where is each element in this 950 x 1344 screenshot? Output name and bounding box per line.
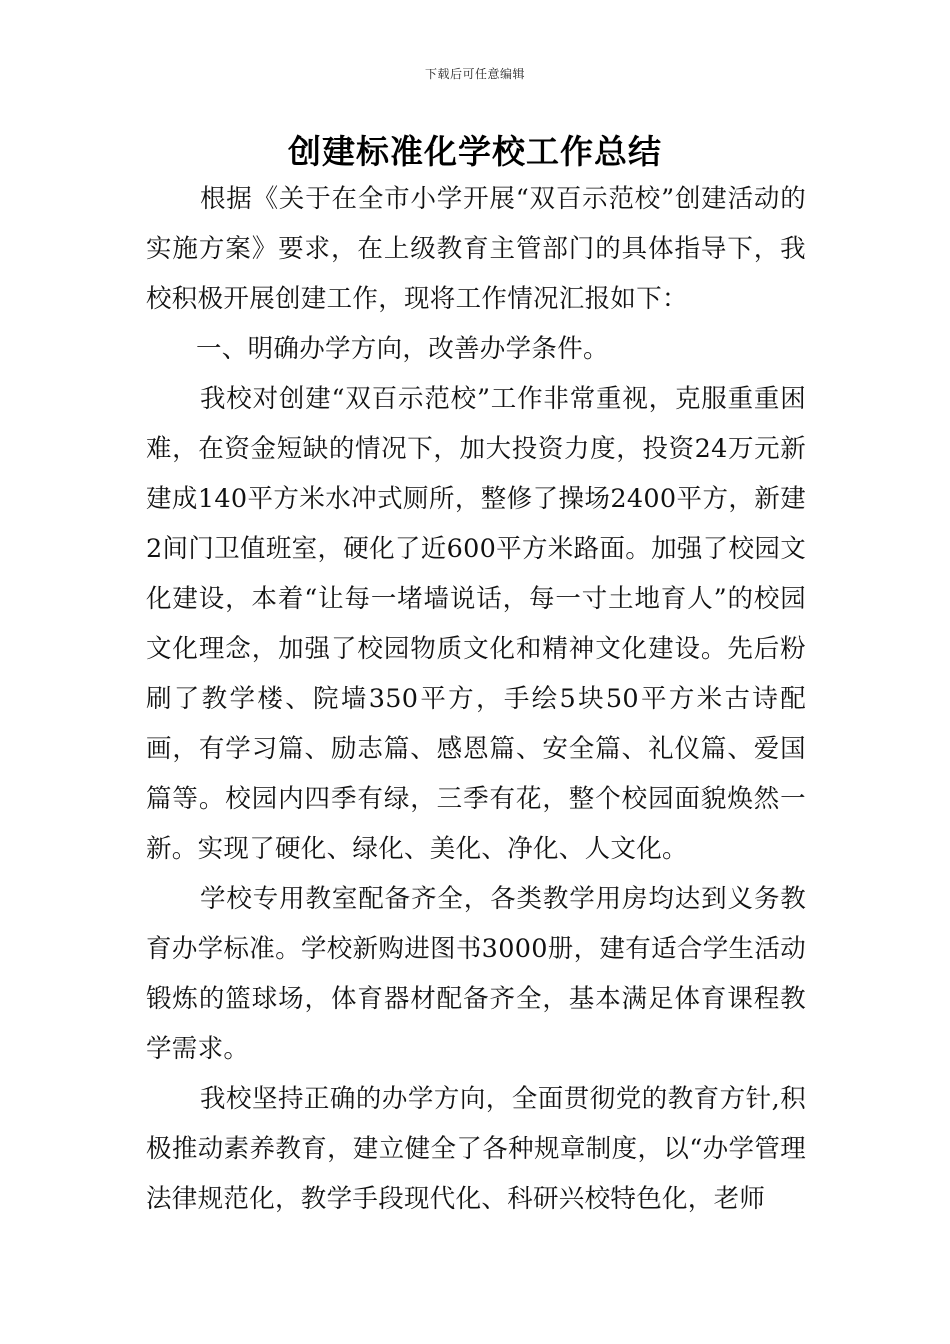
paragraph-intro: 根据《关于在全市小学开展“双百示范校”创建活动的实施方案》要求，在上级教育主管部门的具体指导下，我校积极开展创建工作，现将工作情况汇报如下： [146, 184, 806, 314]
document-body [146, 174, 806, 1224]
paragraph-facilities: 我校对创建“双百示范校”工作非常重视，克服重重困难，在资金短缺的情况下，加大投资力度，投资24万元新建成140平方米水冲式厕所，整修了操场2400平方，新建2间门卫值班室，硬化了近600平方米路面。加强了校园文化建设，本着“让每一堵墙说话，每一寸土地育人”的校园文化理念，加强了校园物质文化和精神文化建设。先后粉刷了教学楼、院墙350平方，手绘5块50平方米古诗配画，有学习篇、励志篇、感恩篇、安全篇、礼仪篇、爱国篇等。校园内四季有绿，三季有花，整个校园面貌焕然一新。实现了硬化、绿化、美化、净化、人文化。 [146, 384, 806, 864]
document-title: 创建标准化学校工作总结 [288, 132, 662, 171]
section-heading-1: 一、明确办学方向，改善办学条件。 [196, 334, 609, 364]
page-header-note: 下载后可任意编辑 [424, 67, 525, 81]
paragraph-classrooms: 学校专用教室配备齐全，各类教学用房均达到义务教育办学标准。学校新购进图书3000册，建有适合学生活动锻炼的篮球场，体育器材配备齐全，基本满足体育课程教学需求。 [146, 884, 806, 1064]
paragraph-direction: 我校坚持正确的办学方向，全面贯彻党的教育方针,积极推动素养教育，建立健全了各种规章制度，以“办学管理法律规范化，教学手段现代化、科研兴校特色化，老师 [146, 1084, 806, 1214]
